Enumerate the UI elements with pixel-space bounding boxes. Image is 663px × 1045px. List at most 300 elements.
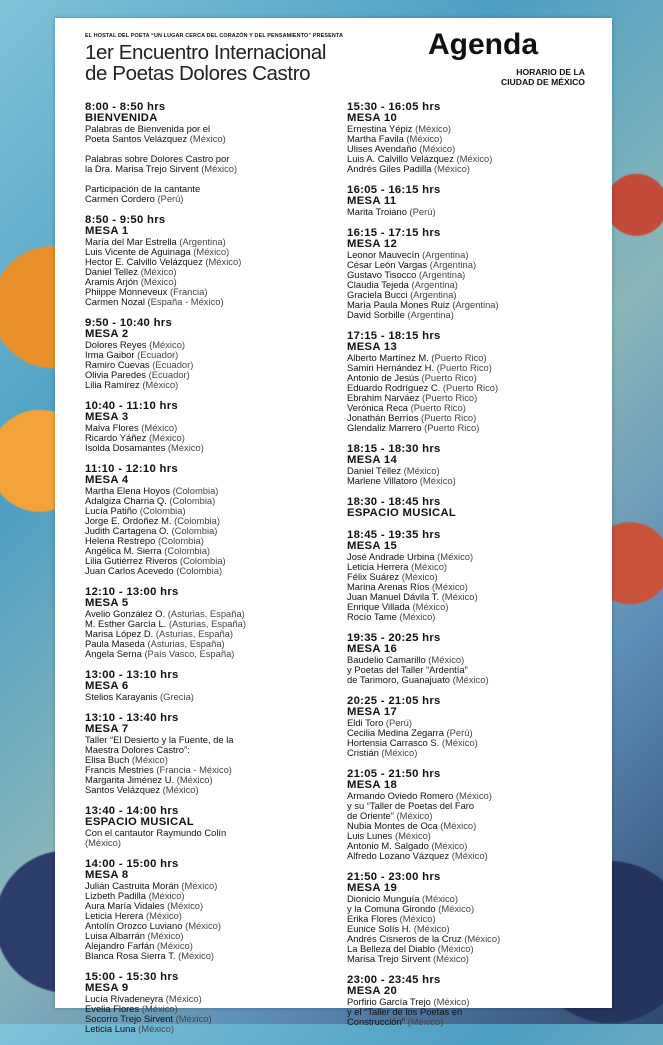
participant-name: Félix Suárez (347, 571, 400, 582)
participant-name: Avelio González O. (85, 608, 166, 619)
participant-name: Ulises Avendaño (347, 143, 417, 154)
participant-name: Gustavo Tisocco (347, 269, 417, 280)
participant-name: Dionicio Munguía (347, 893, 420, 904)
participant-name: de Tarimoro, Guanajuato (347, 674, 451, 685)
participant-entry (85, 1024, 335, 1034)
participant-country: (Colombia) (164, 545, 211, 556)
participant-name: Marisa López D. (85, 628, 154, 639)
session-label: MESA 20 (347, 985, 398, 997)
participant-country: (México) (201, 163, 238, 174)
session-time: 12:10 - 13:00 hrs (85, 586, 179, 598)
participant-country: (México) (415, 123, 452, 134)
event-title (85, 42, 326, 84)
participant-country: (Grecia) (160, 691, 194, 702)
session-time: 8:00 - 8:50 hrs (85, 101, 166, 113)
session-time: 18:45 - 19:35 hrs (347, 529, 441, 541)
participant-country: (Asturias, España) (155, 628, 233, 639)
participant-name: Angélica M. Sierra (85, 545, 162, 556)
participant-country: (México) (412, 601, 449, 612)
participant-country: (Asturias, España) (167, 608, 245, 619)
session-time: 23:00 - 23:45 hrs (347, 974, 441, 986)
participant-country: (México) (441, 737, 478, 748)
participant-country: (Puerto Rico) (421, 372, 477, 383)
schedule-column-left (85, 102, 335, 1045)
participant-country: (México) (399, 913, 436, 924)
participant-country: (México) (403, 465, 440, 476)
participant-name: Aramis Arjón (85, 276, 139, 287)
participant-country: (Colombia) (174, 515, 220, 526)
participant-name: David Sorbille (347, 309, 405, 320)
participant-name: Carmen Cordero (85, 193, 155, 204)
participant-country: (Argentina) (410, 289, 457, 300)
participant-name: Socorro Trejo Sirvent (85, 1013, 174, 1024)
participant-country: (México) (165, 993, 202, 1004)
participant-country: (México) (141, 1003, 178, 1014)
schedule-column-right (347, 102, 597, 1038)
schedule-block (347, 975, 597, 1027)
participant-country: (México) (181, 880, 218, 891)
participant-name: Luis Vicente de Aguinaga (85, 246, 191, 257)
participant-name: Marlene Villatoro (347, 475, 418, 486)
participant-name: Ernestina Yépiz (347, 123, 413, 134)
participant-country: (México) (131, 754, 168, 765)
participant-entry (85, 828, 335, 838)
participant-name: y su “Taller de Poetas del Faro (347, 800, 475, 811)
participant-name: Luis Lunes (347, 830, 393, 841)
session-label: MESA 13 (347, 341, 398, 353)
presenter-line: EL HOSTAL DEL POETA “UN LUGAR CERCA DEL CORAZÓN Y DEL PENSAMIENTO” PRESENTA (85, 33, 344, 39)
participant-name: M. Esther García L. (85, 618, 167, 629)
participant-name: Enrique Villada (347, 601, 410, 612)
session-time: 15:30 - 16:05 hrs (347, 101, 441, 113)
participant-country: (México) (431, 840, 468, 851)
participant-name: Lucía Patiño (85, 505, 138, 516)
participant-name: Armando Oviedo Romero (347, 790, 454, 801)
participant-country: (México) (205, 256, 242, 267)
participant-country: (México) (422, 893, 458, 904)
participant-entry (347, 164, 597, 174)
participant-name: Blanca Rosa Sierra T. (85, 950, 176, 961)
session-label: MESA 8 (85, 869, 129, 881)
participant-name: Alberto Martínez M. (347, 352, 429, 363)
participant-name: Rocío Tame (347, 611, 397, 622)
participant-name: Construcción” (347, 1016, 405, 1027)
participant-country: (Colombia) (169, 495, 216, 506)
schedule-block (347, 769, 597, 861)
participant-country: (México) (437, 551, 474, 562)
participant-country: (México) (176, 774, 213, 785)
participant-name: Andrés Giles Padilla (347, 163, 432, 174)
participant-name: Claudia Tejeda (347, 279, 409, 290)
agenda-heading: Agenda (428, 28, 539, 61)
schedule-block (85, 806, 335, 848)
timezone-note (435, 67, 585, 87)
participant-country: (México) (428, 654, 465, 665)
participant-name: Antonio M. Salgado (347, 840, 429, 851)
participant-country: (México) (432, 953, 469, 964)
schedule-block (85, 972, 335, 1034)
session-time: 16:05 - 16:15 hrs (347, 184, 441, 196)
session-time: 10:40 - 11:10 hrs (85, 400, 179, 412)
participant-country: (Perú) (409, 206, 436, 217)
session-label: MESA 11 (347, 195, 397, 207)
participant-country: (México) (419, 143, 456, 154)
participant-name: la Dra. Marisa Trejo Sirvent (85, 163, 199, 174)
schedule-block (347, 331, 597, 433)
participant-country: (México) (438, 903, 475, 914)
participant-country: (México) (381, 747, 418, 758)
participant-country: (México) (141, 422, 178, 433)
participant-country: (México) (140, 266, 177, 277)
participant-country: (Ecuador) (137, 349, 179, 360)
participant-name: Adalgiza Charria Q. (85, 495, 167, 506)
session-label: MESA 6 (85, 680, 129, 692)
session-label: MESA 9 (85, 982, 129, 994)
session-time: 18:30 - 18:45 hrs (347, 496, 441, 508)
participant-country: (Argentina) (418, 269, 466, 280)
participant-country: (México) (148, 432, 185, 443)
participant-name: Graciela Bucci (347, 289, 408, 300)
participant-name: Hector E. Calvillo Velázquez (85, 256, 203, 267)
participant-name: Lilia Gutiérrez Riveros (85, 555, 178, 566)
participant-entry (85, 134, 335, 144)
participant-country: (Ecuador) (152, 359, 194, 370)
schedule-block (347, 633, 597, 685)
session-label: MESA 17 (347, 706, 398, 718)
schedule-block (85, 464, 335, 576)
session-time: 20:25 - 21:05 hrs (347, 695, 441, 707)
session-time: 21:50 - 23:00 hrs (347, 871, 441, 883)
participant-entry (85, 785, 335, 795)
schedule-block (347, 497, 597, 519)
participant-name: Cecilia Medina Zegarra (347, 727, 444, 738)
participant-name: Alejandro Farfán (85, 940, 155, 951)
participant-name: Maestra Dolores Castro”: (85, 744, 190, 755)
session-label: ESPACIO MUSICAL (347, 507, 457, 519)
participant-country: (Argentina) (452, 299, 499, 310)
participant-country: (Colombia) (172, 485, 219, 496)
session-label: MESA 12 (347, 238, 398, 250)
participant-name: Marisa Trejo Sirvent (347, 953, 431, 964)
participant-entry (347, 476, 597, 486)
participant-name: Glendaliz Marrero (347, 422, 422, 433)
participant-entry (347, 207, 597, 217)
schedule-block (347, 102, 597, 174)
participant-country: (España - México) (147, 296, 224, 307)
participant-name: Taller “El Desierto y la Fuente, de la (85, 734, 234, 745)
session-time: 17:15 - 18:15 hrs (347, 330, 441, 342)
participant-country: (México) (401, 571, 438, 582)
participant-entry (347, 1017, 597, 1027)
participant-name: Martha Favila (347, 133, 404, 144)
schedule-block (85, 859, 335, 961)
session-label: MESA 10 (347, 112, 398, 124)
participant-country: (Asturias, España) (147, 638, 225, 649)
participant-name: Palabras de Bienvenida por el (85, 123, 211, 134)
event-title-line-1: 1er Encuentro Internacional (85, 41, 327, 64)
participant-country: (Puerto Rico) (410, 402, 466, 413)
session-time: 8:50 - 9:50 hrs (85, 214, 166, 226)
session-label: MESA 1 (85, 225, 129, 237)
session-time: 18:15 - 18:30 hrs (347, 443, 441, 455)
session-time: 14:00 - 15:00 hrs (85, 858, 179, 870)
participant-country: (México) (413, 923, 450, 934)
schedule-block (347, 696, 597, 758)
participant-country: (México) (85, 837, 121, 848)
schedule-block (85, 102, 335, 204)
participant-name: Margarita Jiménez U. (85, 774, 175, 785)
participant-name: Eduardo Rodríguez C. (347, 382, 441, 393)
participant-country: (México) (437, 943, 474, 954)
participant-country: (Perú) (157, 193, 184, 204)
participant-name: José Andrade Urbina (347, 551, 435, 562)
participant-country: (México) (451, 850, 488, 861)
participant-name: Alfredo Lozano Vázquez (347, 850, 450, 861)
participant-name: Malva Flores (85, 422, 139, 433)
participant-name: Samiri Hernández H. (347, 362, 435, 373)
session-label: BIENVENIDA (85, 112, 158, 124)
schedule-block (85, 318, 335, 390)
participant-country: (Colombia) (171, 525, 218, 536)
session-label: MESA 2 (85, 328, 129, 340)
session-label: ESPACIO MUSICAL (85, 816, 195, 828)
participant-country: (México) (396, 810, 433, 821)
participant-country: (México) (441, 591, 478, 602)
participant-name: Con el cantautor Raymundo Colín (85, 827, 227, 838)
participant-name: Nubia Montes de Oca (347, 820, 438, 831)
participant-entry (347, 675, 597, 685)
participant-name: Phiippe Monneveux (85, 286, 168, 297)
timezone-note-line-2: CIUDAD DE MÉXICO (500, 77, 585, 87)
session-time: 13:40 - 14:00 hrs (85, 805, 179, 817)
participant-name: Stelios Karayanis (85, 691, 158, 702)
participant-name: Isolda Dosamantes (85, 442, 166, 453)
participant-name: Marita Troiano (347, 206, 407, 217)
session-time: 11:10 - 12:10 hrs (85, 463, 179, 475)
participant-name: Martha Elena Hoyos (85, 485, 170, 496)
schedule-block (347, 872, 597, 964)
participant-entry (85, 443, 335, 453)
participant-country: (México) (145, 910, 182, 921)
participant-name: Dolores Reyes (85, 339, 147, 350)
participant-name: Santos Velázquez (85, 784, 161, 795)
agenda-poster (55, 18, 612, 1034)
session-label: MESA 14 (347, 454, 398, 466)
participant-name: Francis Mestries (85, 764, 154, 775)
participant-name: de Oriente” (347, 810, 394, 821)
participant-entry (85, 164, 335, 174)
participant-country: (Argentina) (429, 259, 477, 270)
participant-country: (Puerto Rico) (421, 412, 477, 423)
participant-name: Poeta Santos Velázquez (85, 133, 188, 144)
participant-country: (México) (407, 1016, 444, 1027)
schedule-block (85, 587, 335, 659)
participant-name: Leticia Herrera (347, 561, 409, 572)
participant-country: (México) (189, 133, 226, 144)
participant-name: Evelia Flores (85, 1003, 140, 1014)
schedule-block (85, 215, 335, 307)
participant-country: (Perú) (446, 727, 473, 738)
participant-name: Marina Arenas Ríos (347, 581, 430, 592)
session-label: MESA 5 (85, 597, 129, 609)
participant-name: Jonathán Berríos (347, 412, 419, 423)
participant-name: Jorge E. Ordoñez M. (85, 515, 172, 526)
participant-name: Luis A. Calvillo Velázquez (347, 153, 454, 164)
participant-name: Ramiro Cuevas (85, 359, 150, 370)
participant-name: Eldi Toro (347, 717, 384, 728)
participant-country: (Argentina) (411, 279, 458, 290)
participant-country: (México) (175, 1013, 212, 1024)
session-time: 19:35 - 20:25 hrs (347, 632, 441, 644)
participant-country: (México) (167, 442, 204, 453)
participant-country: (México) (142, 379, 179, 390)
participant-name: Olivia Paredes (85, 369, 146, 380)
participant-country: (México) (193, 246, 230, 257)
participant-country: (Puerto Rico) (431, 352, 487, 363)
schedule-block (347, 185, 597, 217)
schedule-block (85, 713, 335, 795)
participant-country: (Colombia) (139, 505, 186, 516)
participant-country: (Argentina) (422, 249, 469, 260)
session-label: MESA 7 (85, 723, 129, 735)
participant-country: (México) (456, 153, 493, 164)
participant-name: Palabras sobre Dolores Castro por (85, 153, 230, 164)
participant-name: Lilia Ramírez (85, 379, 140, 390)
participant-country: (México) (148, 890, 185, 901)
timezone-note-line-1: HORARIO DE LA (516, 67, 585, 77)
event-title-line-2: de Poetas Dolores Castro (85, 62, 311, 85)
participant-country: (Puerto Rico) (442, 382, 499, 393)
participant-name: Andrés Cisneros de la Cruz (347, 933, 462, 944)
participant-name: Eunice Solís H. (347, 923, 412, 934)
participant-name: Angela Serna (85, 648, 142, 659)
participant-name: María Paula Mones Ruiz (347, 299, 450, 310)
participant-name: Daniel Tellez (85, 266, 138, 277)
participant-entry (347, 851, 597, 861)
participant-entry (347, 423, 597, 433)
participant-entry (347, 612, 597, 622)
participant-name: Aura María Vidales (85, 900, 165, 911)
schedule-block (85, 401, 335, 453)
schedule-block (347, 444, 597, 486)
participant-name: Antonio de Jesús (347, 372, 419, 383)
participant-entry (85, 838, 335, 848)
participant-entry (347, 954, 597, 964)
participant-name: La Belleza del Diablo (347, 943, 436, 954)
participant-name: Leonor Mauvecín (347, 249, 420, 260)
participant-entry (85, 194, 335, 204)
session-label: MESA 18 (347, 779, 398, 791)
participant-name: Ricardo Yáñez (85, 432, 147, 443)
participant-name: Erika Flores (347, 913, 398, 924)
participant-country: (México) (149, 339, 186, 350)
participant-entry (85, 380, 335, 390)
participant-name: Julián Castruita Morán (85, 880, 179, 891)
participant-country: (México) (156, 940, 193, 951)
participant-country: (Argentina) (407, 309, 454, 320)
participant-country: (Francia) (169, 286, 208, 297)
participant-country: (Puerto Rico) (424, 422, 480, 433)
participant-name: Lucía Rivadeneyra (85, 993, 164, 1004)
schedule-block (347, 228, 597, 320)
participant-country: (Francia - México) (156, 764, 232, 775)
participant-name: Cristián (347, 747, 379, 758)
participant-country: (México) (464, 933, 501, 944)
participant-name: y el “Taller de los Poetas en (347, 1006, 463, 1017)
participant-country: (México) (140, 276, 177, 287)
participant-name: Carmen Nozal (85, 296, 145, 307)
session-label: MESA 15 (347, 540, 398, 552)
session-label: MESA 16 (347, 643, 398, 655)
participant-country: (México) (178, 950, 215, 961)
participant-name: Helena Restrepo (85, 535, 156, 546)
participant-name: y la Comuna Girondo (347, 903, 436, 914)
participant-country: (México) (147, 930, 184, 941)
participant-country: (México) (455, 790, 492, 801)
participant-country: (País Vasco, España) (144, 648, 235, 659)
participant-entry (347, 310, 597, 320)
participant-country: (México) (399, 611, 436, 622)
participant-name: Judith Cartagena O. (85, 525, 169, 536)
session-label: MESA 19 (347, 882, 398, 894)
participant-name: Hortensia Carrasco S. (347, 737, 440, 748)
participant-country: (Ecuador) (148, 369, 190, 380)
participant-name: Juan Carlos Acevedo (85, 565, 174, 576)
participant-name: César León Vargas (347, 259, 428, 270)
participant-country: (Perú) (385, 717, 412, 728)
session-label: MESA 4 (85, 474, 129, 486)
participant-name: Antolín Orozco Luviano (85, 920, 183, 931)
participant-entry (85, 566, 335, 576)
participant-name: Porfirio García Trejo (347, 996, 431, 1007)
participant-entry (347, 748, 597, 758)
participant-country: (Colombia) (179, 555, 226, 566)
participant-name: Elisa Buch (85, 754, 130, 765)
participant-country: (Puerto Rico) (422, 392, 478, 403)
participant-name: Verónica Reca (347, 402, 408, 413)
participant-country: (Argentina) (179, 236, 226, 247)
schedule-block (85, 670, 335, 702)
participant-name: Irma Gaibor (85, 349, 135, 360)
participant-country: (Puerto Rico) (436, 362, 492, 373)
participant-name: Ebrahim Narváez (347, 392, 420, 403)
participant-country: (México) (440, 820, 477, 831)
session-time: 9:50 - 10:40 hrs (85, 317, 173, 329)
participant-country: (México) (394, 830, 431, 841)
participant-country: (México) (452, 674, 489, 685)
participant-entry (85, 649, 335, 659)
participant-name: Paula Maseda (85, 638, 145, 649)
participant-entry (85, 951, 335, 961)
participant-country: (México) (162, 784, 199, 795)
participant-country: (México) (419, 475, 456, 486)
participant-name: María del Mar Estrella (85, 236, 177, 247)
session-time: 13:10 - 13:40 hrs (85, 712, 179, 724)
participant-country: (México) (431, 581, 468, 592)
participant-country: (Colombia) (176, 565, 223, 576)
session-time: 16:15 - 17:15 hrs (347, 227, 441, 239)
participant-country: (México) (411, 561, 448, 572)
participant-country: (México) (434, 163, 470, 174)
participant-name: Leticia Herera (85, 910, 144, 921)
session-label: MESA 3 (85, 411, 129, 423)
session-time: 13:00 - 13:10 hrs (85, 669, 179, 681)
participant-name: Baudelio Camarillo (347, 654, 426, 665)
participant-country: (México) (185, 920, 222, 931)
participant-name: Daniel Téllez (347, 465, 402, 476)
participant-name: Lizbeth Padilla (85, 890, 146, 901)
participant-name: Luisa Albarrán (85, 930, 145, 941)
